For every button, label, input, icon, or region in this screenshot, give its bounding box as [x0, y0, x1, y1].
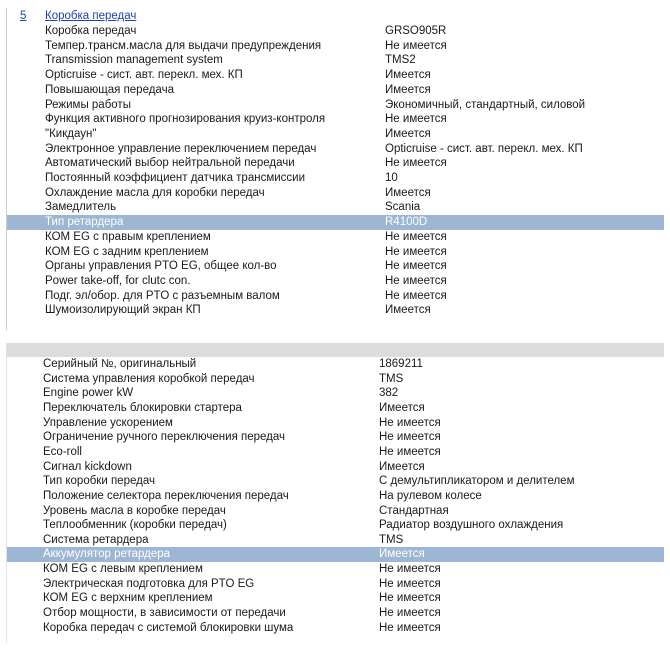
- table-row[interactable]: [7, 200, 664, 215]
- property-value: Имеется: [379, 548, 425, 561]
- property-name: КОМ EG с верхним креплением: [43, 592, 213, 605]
- property-name: Режимы работы: [45, 98, 131, 111]
- property-name: Ограничение ручного переключения передач: [43, 431, 285, 444]
- table-row[interactable]: [7, 416, 664, 431]
- table-row[interactable]: [7, 230, 664, 245]
- property-value: Имеется: [385, 127, 431, 140]
- property-value: R4100D: [385, 216, 428, 229]
- transmission-details-panel: [6, 343, 664, 643]
- property-name: Transmission management system: [45, 54, 223, 67]
- property-name: Engine power kW: [43, 387, 134, 400]
- property-name: Электронное управление переключением передач: [45, 142, 317, 155]
- property-value: Не имеется: [379, 563, 441, 576]
- table-row[interactable]: [7, 401, 664, 416]
- table-row[interactable]: [7, 112, 664, 127]
- table-row[interactable]: [7, 156, 664, 171]
- property-name: Темпер.трансм.масла для выдачи предупреждения: [45, 39, 322, 52]
- property-name: КОМ EG с левым креплением: [43, 563, 203, 576]
- property-name: Коробка передач: [45, 25, 137, 37]
- property-name: Уровень масла в коробке передач: [43, 504, 226, 517]
- table-row[interactable]: [7, 186, 664, 201]
- property-value: Не имеется: [385, 289, 447, 302]
- property-value: TMS: [379, 533, 404, 546]
- property-name: Переключатель блокировки стартера: [43, 401, 242, 414]
- table-row[interactable]: [7, 460, 664, 475]
- property-name: Тип ретардера: [45, 216, 124, 229]
- property-name: Положение селектора переключения передач: [43, 489, 289, 502]
- table-row[interactable]: [7, 83, 664, 98]
- table-row[interactable]: [7, 591, 664, 606]
- property-value: Не имеется: [379, 621, 441, 634]
- property-name: Аккумулятор ретардера: [43, 548, 171, 561]
- table-row[interactable]: [7, 489, 664, 504]
- table-row-selected[interactable]: [7, 547, 664, 562]
- property-name: Теплообменник (коробки передач): [43, 519, 227, 532]
- property-name: Система ретардера: [43, 533, 149, 546]
- property-name: Повышающая передача: [45, 83, 174, 96]
- property-name: Power take-off, for clutc con.: [45, 274, 191, 287]
- property-value: На рулевом колесе: [379, 489, 482, 502]
- property-value: TMS: [379, 372, 404, 385]
- table-row[interactable]: [7, 386, 664, 401]
- property-value: 10: [385, 172, 398, 184]
- property-name: Коробка передач с системой блокировки шума: [43, 621, 294, 634]
- property-value: 382: [379, 387, 399, 400]
- property-name: КОМ EG с задним креплением: [45, 245, 209, 258]
- property-value: Имеется: [379, 460, 425, 473]
- table-row[interactable]: [7, 171, 664, 186]
- table-row[interactable]: [7, 303, 664, 318]
- property-name: Органы управления PTO EG, общее кол-во: [45, 260, 277, 273]
- property-value: Имеется: [385, 69, 431, 82]
- property-name: Отбор мощности, в зависимости от передачи: [43, 607, 286, 620]
- property-name: Функция активного прогнозирования круиз-контроля: [45, 113, 326, 126]
- property-value: Не имеется: [385, 245, 447, 258]
- table-row-selected[interactable]: [7, 215, 664, 230]
- property-name: Охлаждение масла для коробки передач: [45, 186, 265, 199]
- property-name: КОМ EG с правым креплением: [45, 230, 211, 243]
- property-value: 1869211: [379, 358, 423, 370]
- property-value: Не имеется: [379, 577, 441, 590]
- property-value: Не имеется: [379, 607, 441, 620]
- property-value: Имеется: [385, 186, 431, 199]
- table-row[interactable]: [7, 53, 664, 68]
- table-row[interactable]: [7, 289, 664, 304]
- table-row[interactable]: [7, 621, 664, 636]
- property-value: Радиатор воздушного охлаждения: [379, 519, 564, 532]
- table-row[interactable]: [7, 518, 664, 533]
- property-name: Автоматический выбор нейтральной передачи: [45, 157, 295, 170]
- property-name: Тип коробки передач: [43, 475, 155, 488]
- table-row[interactable]: [7, 68, 664, 83]
- section-title-link[interactable]: Коробка передач: [45, 10, 137, 22]
- property-value: Opticruise - сист. авт. перекл. мех. КП: [385, 142, 583, 155]
- property-value: Не имеется: [385, 157, 447, 170]
- property-name: Замедлитель: [45, 201, 117, 214]
- property-value: Не имеется: [379, 416, 441, 429]
- section-header: [7, 9, 664, 23]
- table-row[interactable]: [7, 39, 664, 54]
- table-row[interactable]: [7, 474, 664, 489]
- property-name: Система управления коробкой передач: [43, 372, 255, 385]
- table-row[interactable]: [7, 274, 664, 289]
- table-row[interactable]: [7, 445, 664, 460]
- property-name: Opticruise - сист. авт. перекл. мех. КП: [45, 69, 243, 82]
- table-row[interactable]: [7, 533, 664, 548]
- property-value: Имеется: [385, 304, 431, 317]
- property-name: Сигнал kickdown: [43, 460, 132, 473]
- table-row[interactable]: [7, 24, 664, 39]
- property-name: Управление ускорением: [43, 416, 173, 429]
- table-row[interactable]: [7, 430, 664, 445]
- property-value: Не имеется: [385, 260, 447, 273]
- transmission-specs-panel: [6, 8, 664, 330]
- property-value: Не имеется: [379, 445, 441, 458]
- property-name: Серийный №, оригинальный: [43, 358, 197, 370]
- table-row[interactable]: [7, 357, 664, 372]
- property-name: Постоянный коэффициент датчика трансмиссии: [45, 172, 305, 184]
- table-row[interactable]: [7, 504, 664, 519]
- property-name: "Кикдаун": [45, 127, 97, 140]
- property-value: С демультипликатором и делителем: [379, 475, 575, 488]
- property-value: Не имеется: [379, 592, 441, 605]
- property-value: Не имеется: [385, 230, 447, 243]
- property-value: Не имеется: [385, 113, 447, 126]
- property-value: Имеется: [379, 401, 425, 414]
- property-value: Scania: [385, 201, 421, 214]
- table-row[interactable]: [7, 562, 664, 577]
- table-row[interactable]: [7, 606, 664, 621]
- section-number-link[interactable]: 5: [20, 10, 27, 22]
- table-row[interactable]: [7, 127, 664, 142]
- table-row[interactable]: [7, 98, 664, 113]
- property-name: Подг. эл/обор. для PTO с разъемным валом: [45, 289, 280, 302]
- property-value: TMS2: [385, 54, 416, 67]
- property-value: Не имеется: [379, 431, 441, 444]
- panel-header-bar: [7, 343, 664, 357]
- property-value: Не имеется: [385, 274, 447, 287]
- property-name: Электрическая подготовка для PTO EG: [43, 577, 255, 590]
- property-name: Eco-roll: [43, 445, 82, 458]
- property-value: Стандартная: [379, 504, 449, 517]
- table-row[interactable]: [7, 142, 664, 157]
- property-value: Не имеется: [385, 39, 447, 52]
- table-row[interactable]: [7, 245, 664, 260]
- property-value: GRSO905R: [385, 25, 447, 37]
- table-row[interactable]: [7, 372, 664, 387]
- property-value: Имеется: [385, 83, 431, 96]
- property-name: Шумоизолирующий экран КП: [45, 304, 201, 317]
- table-row[interactable]: [7, 577, 664, 592]
- table-row[interactable]: [7, 259, 664, 274]
- property-value: Экономичный, стандартный, силовой: [385, 98, 586, 111]
